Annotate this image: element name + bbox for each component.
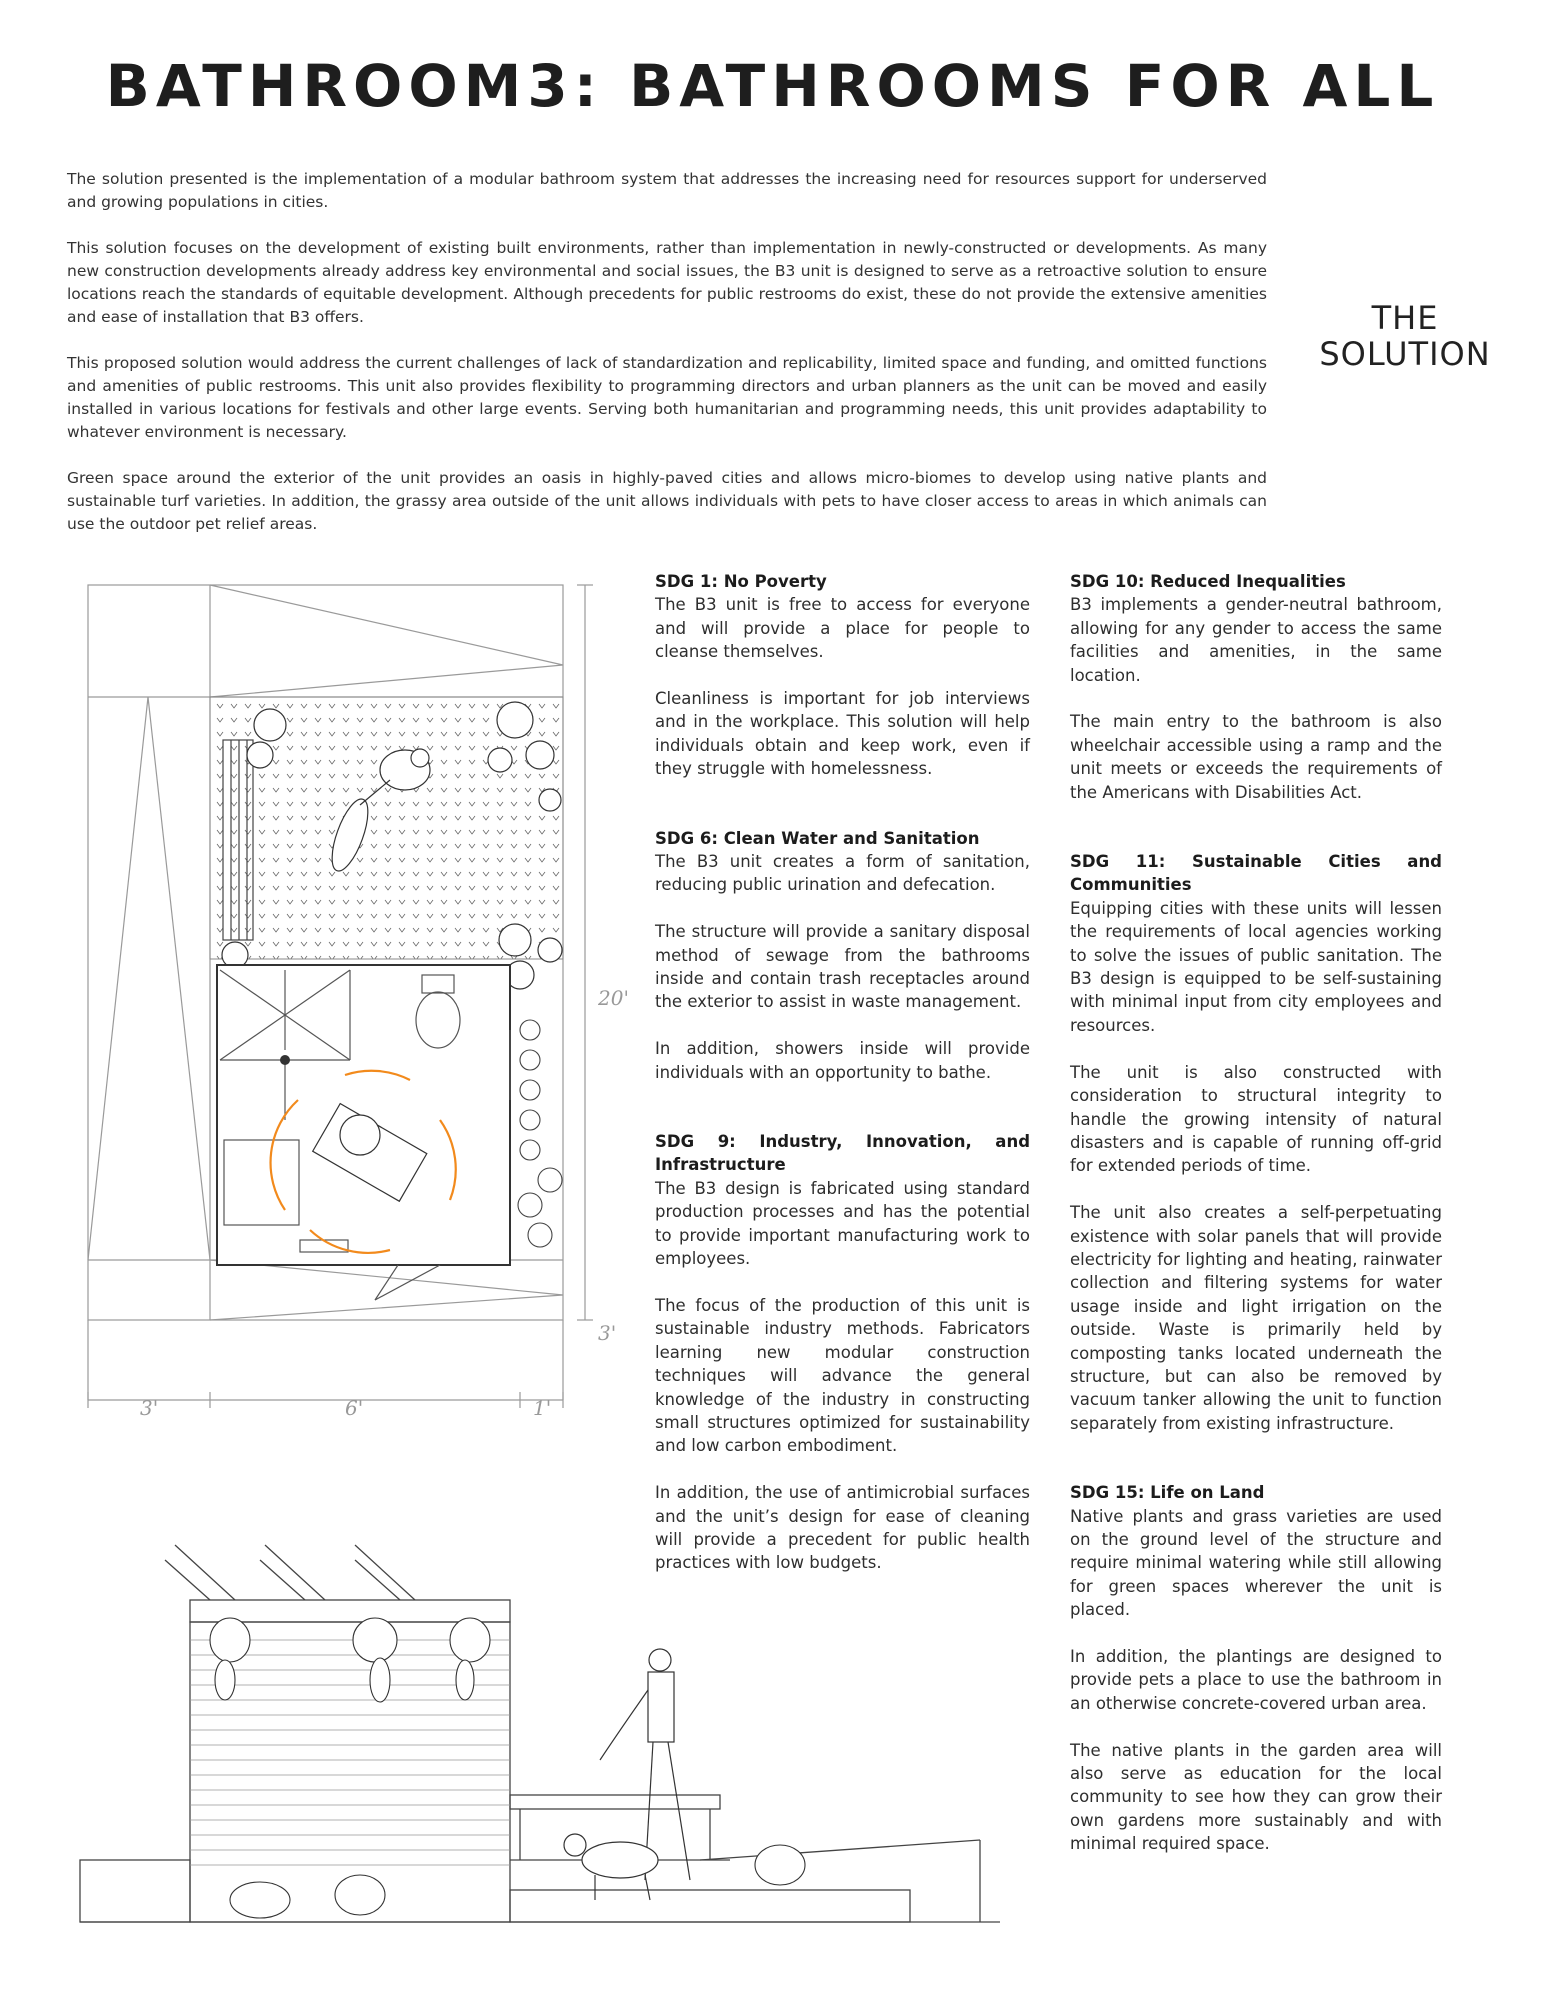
sdg-heading: SDG 1: No Poverty [655,572,827,591]
sdg-paragraph: The B3 unit is free to access for everyone and will provide a place for people to cleanse themselves. [655,595,1030,662]
section-label-line: SOLUTION [1319,335,1491,373]
sdg-paragraph: The unit is also constructed with consideration to structural integrity to handle the growing intensity of natural disasters and is capable of running off-grid for extended periods of time. [1070,1062,1442,1176]
sdg-paragraph: The native plants in the garden area will also serve as education for the local community to see how they can grow their own gardens more sustainably and with minimal required space. [1070,1740,1442,1854]
sdg-heading: SDG 11: Sustainable Cities and Communities [1070,852,1442,895]
sdg-paragraph: B3 implements a gender-neutral bathroom, allowing for any gender to access the same facilities and amenities, in the same location. [1070,595,1442,685]
sdg-heading: SDG 10: Reduced Inequalities [1070,572,1346,591]
intro-paragraph: Green space around the exterior of the unit provides an oasis in highly-paved cities and allows micro-biomes to develop using native plants and sustainable turf varieties. In addition, the grassy area outside of the unit allows individuals with pets to have closer access to areas in which animals can use the outdoor pet relief areas. [67,469,1267,533]
dimension-label: 6' [345,1396,364,1420]
sdg-block [655,1130,1030,1575]
sdg-column-left [655,570,1030,1621]
sdg-paragraph: In addition, the plantings are designed to provide pets a place to use the bathroom in an otherwise concrete-covered urban area. [1070,1647,1442,1713]
intro-paragraph: This proposed solution would address the current challenges of lack of standardization and replicability, limited space and funding, and omitted functions and amenities of public restrooms. This unit also provides flexibility to programming directors and urban planners as the unit can be moved and easily installed in various locations for festivals and other large events. Serving both humanitarian and programming needs, this unit provides adaptability to whatever environment is necessary. [67,354,1267,441]
sdg-block [655,827,1030,1084]
dimension-label: 1' [533,1396,552,1420]
sdg-block [1070,570,1442,804]
sdg-paragraph: In addition, showers inside will provide individuals with an opportunity to bathe. [655,1039,1030,1082]
sdg-heading: SDG 9: Industry, Innovation, and Infrastructure [655,1132,1030,1175]
sdg-block [655,570,1030,781]
sdg-paragraph: The focus of the production of this unit is sustainable industry methods. Fabricators learning new modular construction techniques will advance the general knowledge of the industry in constructing small structures optimized for sustainability and low carbon embodiment. [655,1295,1030,1456]
dimension-label: 20' [598,986,629,1010]
page-title: BATHROOM3: BATHROOMS FOR ALL [105,52,1440,120]
sdg-paragraph: The unit also creates a self-perpetuating existence with solar panels that will provide electricity for lighting and heating, rainwater collection and filtering systems for water usage inside and light irrigation on the outside. Waste is primarily held by composting tanks located underneath the structure, but can also be removed by vacuum tanker allowing the unit to function separately from existing infrastructure. [1070,1203,1442,1433]
sdg-block [1070,850,1442,1435]
sdg-column-right [1070,570,1442,1902]
sdg-heading: SDG 6: Clean Water and Sanitation [655,828,980,848]
section-label-line: THE [1371,299,1439,337]
sdg-paragraph: The B3 design is fabricated using standard production processes and has the potential to provide important manufacturing work to employees. [655,1178,1030,1269]
intro-paragraph: This solution focuses on the development of existing built environments, rather than implementation in newly-constructed or developments. As many new construction developments already address key environmental and social issues, the B3 unit is designed to serve as a retroactive solution to ensure locations reach the standards of equitable development. Although precedents for public restrooms do exist, these do not provide the extensive amenities and ease of installation that B3 offers. [67,239,1267,326]
floor-plan-drawing [60,560,660,1470]
sdg-paragraph: The main entry to the bathroom is also wheelchair accessible using a ramp and the unit meets or exceeds the requirements of the Americans with Disabilities Act. [1070,712,1442,802]
section-label [1300,300,1510,372]
sdg-paragraph: The structure will provide a sanitary disposal method of sewage from the bathrooms inside and contain trash receptacles around the exterior to assist in waste management. [655,922,1030,1012]
sdg-block [1070,1481,1442,1855]
intro-text [67,168,1267,559]
intro-paragraph: The solution presented is the implementation of a modular bathroom system that addresses the increasing need for resources support for underserved and growing populations in cities. [67,170,1267,211]
sdg-paragraph: Equipping cities with these units will lessen the requirements of local agencies working to solve the issues of public sanitation. The B3 design is equipped to be self-sustaining with minimal input from city employees and resources. [1070,898,1442,1035]
sdg-heading: SDG 15: Life on Land [1070,1483,1265,1503]
sdg-paragraph: In addition, the use of antimicrobial surfaces and the unit’s design for ease of cleaning will provide a precedent for public health practices with low budgets. [655,1483,1030,1573]
dimension-label: 3' [598,1321,617,1345]
sdg-paragraph: Cleanliness is important for job interviews and in the workplace. This solution will help individuals obtain and keep work, even if they struggle with homelessness. [655,689,1030,779]
sdg-paragraph: The B3 unit creates a form of sanitation, reducing public urination and defecation. [655,852,1030,895]
dimension-label: 3' [140,1396,159,1420]
sdg-paragraph: Native plants and grass varieties are used on the ground level of the structure and require minimal watering while still allowing for green spaces wherever the unit is placed. [1070,1506,1442,1620]
